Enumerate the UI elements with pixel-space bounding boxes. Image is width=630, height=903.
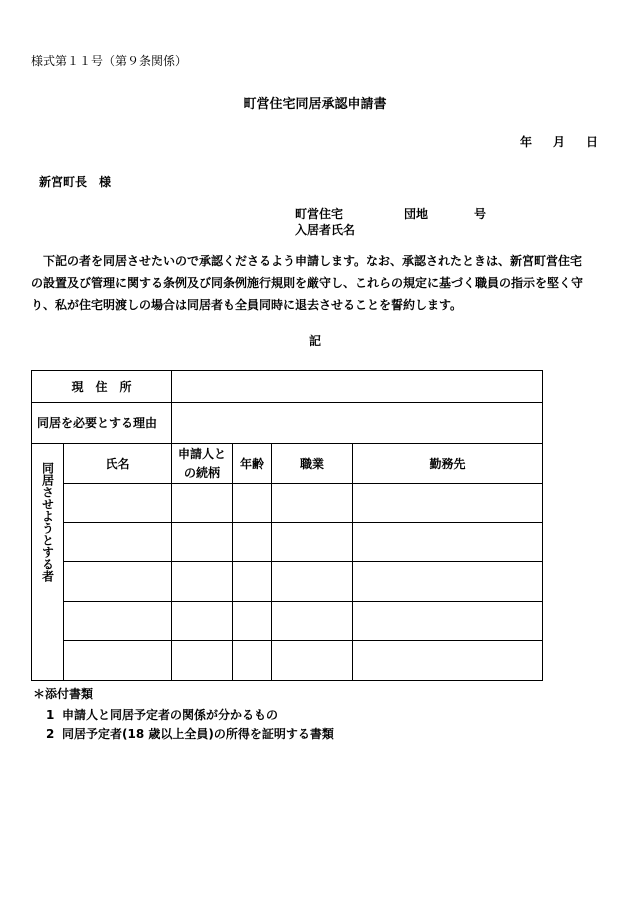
relationship-cell[interactable] xyxy=(172,641,233,681)
date-day-label: 日 xyxy=(585,135,598,149)
attachment-text: 申請人と同居予定者の関係が分かるもの xyxy=(62,708,279,722)
header-name: 氏名 xyxy=(64,444,172,484)
table-row xyxy=(32,602,543,641)
form-number: 様式第１１号（第９条関係） xyxy=(31,54,188,68)
date-month-label: 月 xyxy=(552,135,565,149)
table-row xyxy=(32,484,543,523)
attachment-item xyxy=(46,725,334,742)
relationship-cell[interactable] xyxy=(172,484,233,523)
workplace-cell[interactable] xyxy=(353,484,543,523)
table-row xyxy=(32,523,543,562)
recipient: 新宮町長 様 xyxy=(39,175,112,189)
header-occupation: 職業 xyxy=(272,444,353,484)
body-text: 下記の者を同居させたいので承認くださるよう申請します。なお、承認されたときは、新宮町営住宅の設置及び管理に関する条例及び同条例施行規則を厳守し、これらの規定に基づく職員の指示を堅く守り、私が住宅明渡しの場合は同居者も全員同時に退去させることを誓約します。 xyxy=(31,254,584,312)
workplace-cell[interactable] xyxy=(353,641,543,681)
name-cell[interactable] xyxy=(64,602,172,641)
attachment-number: 1 xyxy=(46,708,55,722)
reason-label: 同居を必要とする理由 xyxy=(37,415,158,430)
attachment-text: 同居予定者(18 歳以上全員)の所得を証明する書類 xyxy=(62,727,334,741)
body-paragraph xyxy=(31,250,593,316)
workplace-cell[interactable] xyxy=(353,562,543,602)
date-year-label: 年 xyxy=(519,135,532,149)
occupation-cell[interactable] xyxy=(272,641,353,681)
resident-name-label: 入居者氏名 xyxy=(295,223,356,237)
table-row xyxy=(32,641,543,681)
cohabitants-label: 同居させようとする者 xyxy=(40,462,55,582)
date-line xyxy=(520,133,598,150)
relationship-cell[interactable] xyxy=(172,602,233,641)
document-title: 町営住宅同居承認申請書 xyxy=(243,97,387,112)
housing-label: 町営住宅 xyxy=(295,207,344,221)
name-cell[interactable] xyxy=(64,641,172,681)
current-address-label-cell xyxy=(32,371,172,403)
relationship-cell[interactable] xyxy=(172,523,233,562)
age-cell[interactable] xyxy=(233,562,272,602)
name-cell[interactable] xyxy=(64,562,172,602)
current-address-label: 現 住 所 xyxy=(71,380,132,394)
age-cell[interactable] xyxy=(233,484,272,523)
name-cell[interactable] xyxy=(64,484,172,523)
attachment-number: 2 xyxy=(46,727,55,741)
relationship-cell[interactable] xyxy=(172,562,233,602)
age-cell[interactable] xyxy=(233,602,272,641)
attachments-heading: ＊添付書類 xyxy=(33,687,94,701)
header-relationship: 申請人との続柄 xyxy=(172,444,233,484)
reason-label-cell xyxy=(32,403,172,444)
occupation-cell[interactable] xyxy=(272,562,353,602)
name-cell[interactable] xyxy=(64,523,172,562)
application-table xyxy=(31,370,543,681)
age-cell[interactable] xyxy=(233,523,272,562)
header-age: 年齢 xyxy=(233,444,272,484)
occupation-cell[interactable] xyxy=(272,602,353,641)
current-address-field[interactable] xyxy=(172,371,543,403)
go-label: 号 xyxy=(474,207,487,221)
occupation-cell[interactable] xyxy=(272,523,353,562)
workplace-cell[interactable] xyxy=(353,523,543,562)
table-row xyxy=(32,562,543,602)
age-cell[interactable] xyxy=(233,641,272,681)
attachment-item xyxy=(46,706,278,723)
occupation-cell[interactable] xyxy=(272,484,353,523)
cohabitants-label-cell xyxy=(32,444,64,681)
header-workplace: 勤務先 xyxy=(353,444,543,484)
danchi-label: 団地 xyxy=(404,207,429,221)
ki-label: 記 xyxy=(308,334,321,348)
reason-field[interactable] xyxy=(172,403,543,444)
workplace-cell[interactable] xyxy=(353,602,543,641)
